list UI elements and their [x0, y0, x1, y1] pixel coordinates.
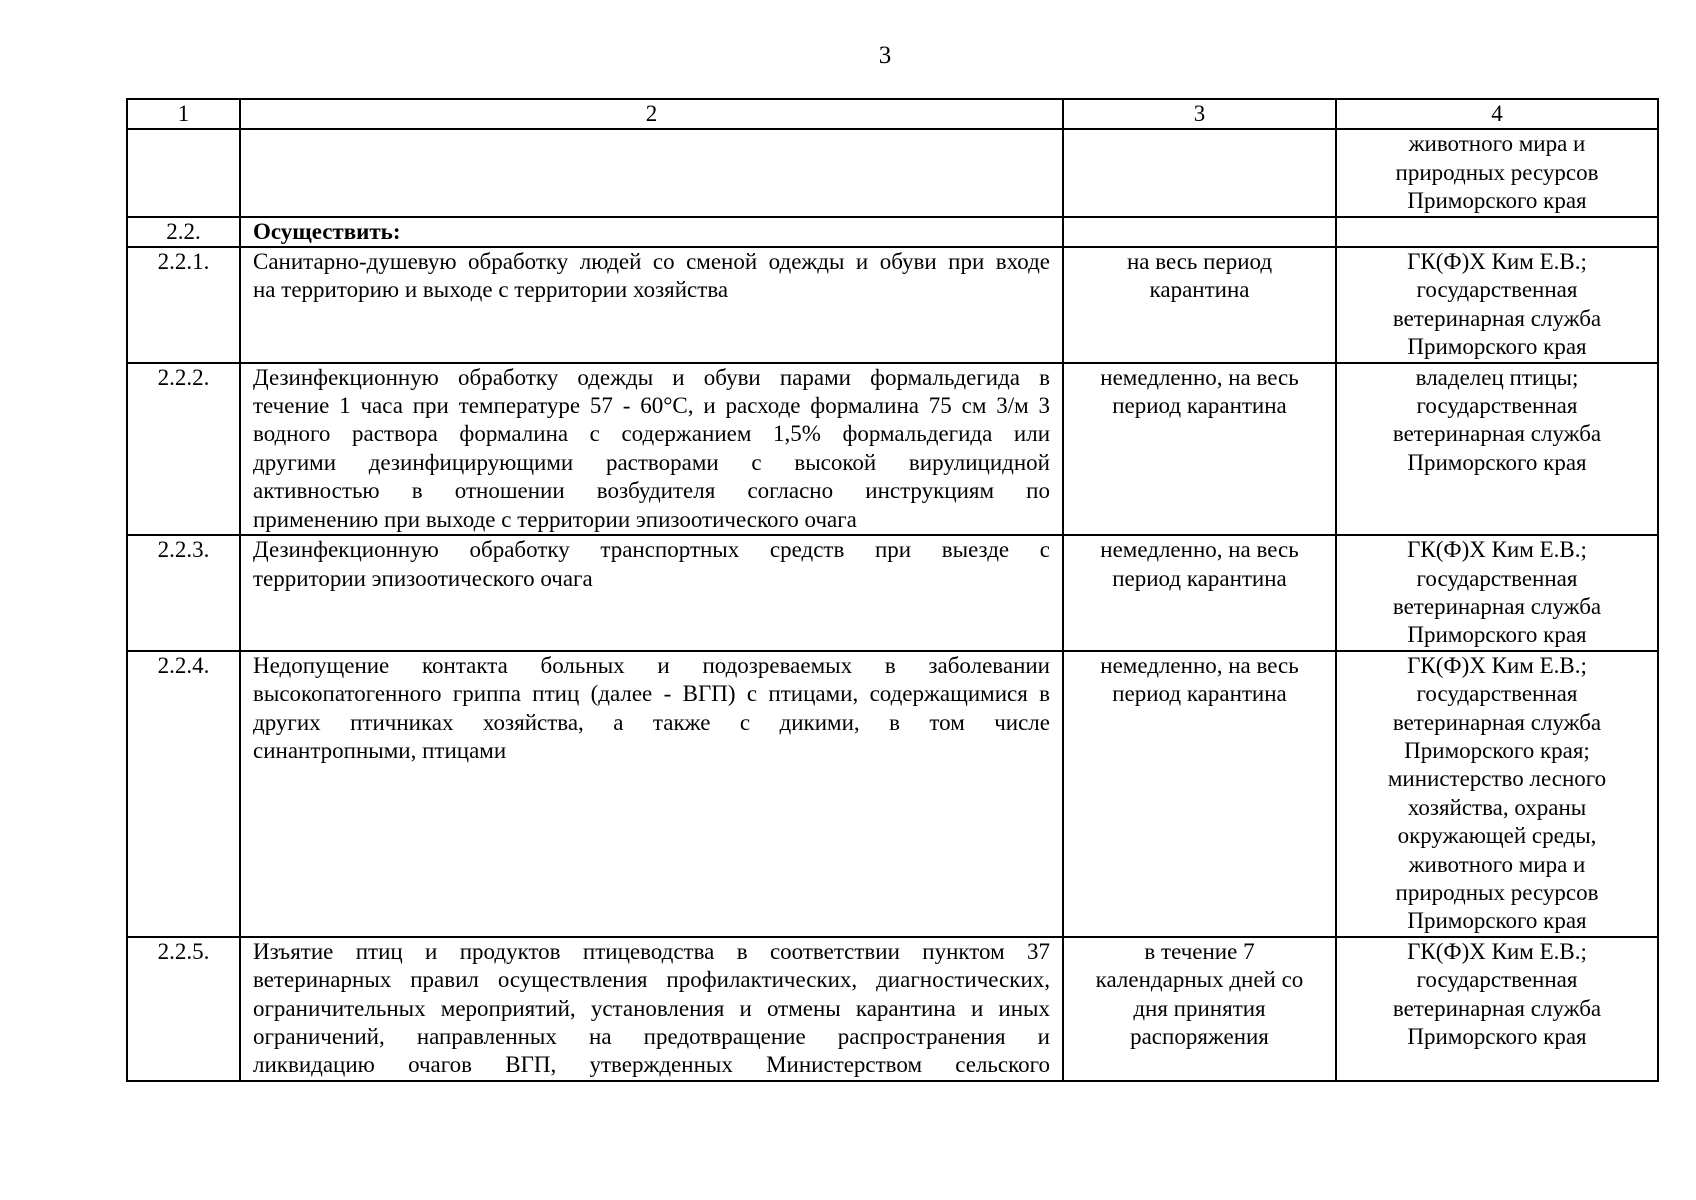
responsible-party-line: ГК(Ф)Х Ким Е.В.;: [1407, 938, 1587, 964]
measure-description-line: Недопущение контакта больных и подозреваемых в заболевании: [253, 652, 1050, 678]
responsible-party: [1336, 247, 1658, 363]
item-number: 2.2.5.: [127, 937, 240, 1081]
table-row: [127, 363, 1658, 535]
responsible-party-line: окружающей среды,: [1397, 823, 1597, 849]
measure-description-line: Санитарно-душевую обработку людей со сменой одежды и обуви при входе: [253, 249, 1050, 275]
table-row: [127, 129, 1658, 216]
responsible-party-line: ветеринарная служба: [1392, 305, 1602, 331]
measure-description: [240, 535, 1063, 651]
deadline-line: карантина: [1149, 277, 1250, 303]
responsible-party-line: владелец птицы;: [1415, 364, 1579, 390]
measure-description: [240, 937, 1063, 1081]
deadline-line: распоряжения: [1130, 1024, 1269, 1049]
responsible-party-line: министерство лесного: [1387, 766, 1607, 792]
deadline: [1063, 129, 1336, 216]
responsible-party-line: животного мира и: [1408, 851, 1586, 877]
measure-description: [240, 247, 1063, 363]
measure-description-line: на территорию и выходе с территории хозяйства: [253, 277, 729, 303]
measure-description-line: применению при выходе с территории эпизоотического очага: [253, 506, 857, 532]
column-header: 1: [127, 99, 240, 129]
responsible-party-line: государственная: [1416, 967, 1578, 993]
column-header: 3: [1063, 99, 1336, 129]
deadline-line: в течение 7: [1144, 938, 1255, 964]
measure-description-line: ликвидацию очагов ВГП, утвержденных Министерством сельского: [253, 1052, 1050, 1078]
responsible-party: [1336, 651, 1658, 937]
item-number: 2.2.1.: [127, 247, 240, 363]
measure-description-line: водного раствора формалина с содержанием 1,5% формальдегида или: [253, 421, 1050, 447]
responsible-party: [1336, 129, 1658, 216]
measure-description: [240, 363, 1063, 535]
deadline-line: немедленно, на весь: [1100, 364, 1299, 390]
deadline-line: немедленно, на весь: [1100, 537, 1299, 563]
responsible-party-line: ГК(Ф)Х Ким Е.В.;: [1407, 249, 1587, 275]
column-header: 2: [240, 99, 1063, 129]
page-number: 3: [878, 42, 892, 69]
table-row: [127, 651, 1658, 937]
responsible-party: [1336, 217, 1658, 247]
measure-description-line: территории эпизоотического очага: [253, 565, 593, 591]
measure-description-line: ограничений, направленных на предотвращение распространения и: [253, 1024, 1050, 1049]
measure-description-line: высокопатогенного гриппа птиц (далее - ВГП) с птицами, содержащимися в: [253, 681, 1050, 707]
deadline: [1063, 937, 1336, 1081]
item-number: 2.2.4.: [127, 651, 240, 937]
responsible-party-line: Приморского края: [1407, 188, 1587, 214]
responsible-party-line: Приморского края: [1407, 622, 1587, 648]
column-header: 4: [1336, 99, 1658, 129]
responsible-party-line: Приморского края;: [1404, 737, 1590, 763]
measure-description-line: активностью в отношении возбудителя согласно инструкциям по: [253, 478, 1050, 504]
item-number: 2.2.2.: [127, 363, 240, 535]
deadline-line: период карантина: [1112, 393, 1287, 419]
measure-description-line: другими дезинфицирующими растворами с высокой вирулицидной: [253, 449, 1050, 475]
deadline-line: период карантина: [1112, 681, 1287, 707]
table-header-row: [127, 99, 1658, 129]
responsible-party-line: природных ресурсов: [1395, 159, 1599, 185]
measure-description: [240, 217, 1063, 247]
responsible-party-line: хозяйства, охраны: [1407, 794, 1587, 820]
measure-description-line: Дезинфекционную обработку транспортных средств при выезде с: [253, 537, 1050, 563]
measure-description-line: ограничительных мероприятий, установления и отмены карантина и иных: [253, 995, 1050, 1021]
item-number: 2.2.3.: [127, 535, 240, 651]
table-row: [127, 247, 1658, 363]
responsible-party-line: государственная: [1416, 393, 1578, 419]
responsible-party-line: Приморского края: [1407, 334, 1587, 360]
measures-table: [126, 98, 1659, 1082]
measure-description-line: Изъятие птиц и продуктов птицеводства в соответствии пунктом 37: [253, 938, 1050, 964]
deadline-line: период карантина: [1112, 565, 1287, 591]
responsible-party-line: животного мира и: [1408, 131, 1586, 157]
responsible-party-line: ветеринарная служба: [1392, 709, 1602, 735]
table-row: [127, 217, 1658, 247]
responsible-party-line: ГК(Ф)Х Ким Е.В.;: [1407, 652, 1587, 678]
responsible-party-line: Приморского края: [1407, 908, 1587, 934]
responsible-party: [1336, 363, 1658, 535]
deadline: [1063, 535, 1336, 651]
deadline-line: календарных дней со: [1095, 967, 1304, 993]
responsible-party-line: Приморского края: [1407, 1024, 1587, 1049]
measure-description: [240, 129, 1063, 216]
deadline-line: дня принятия: [1133, 995, 1266, 1021]
responsible-party-line: ветеринарная служба: [1392, 593, 1602, 619]
deadline: [1063, 363, 1336, 535]
deadline-line: немедленно, на весь: [1100, 652, 1299, 678]
responsible-party-line: ГК(Ф)Х Ким Е.В.;: [1407, 537, 1587, 563]
measure-description: [240, 651, 1063, 937]
measure-description-line: синантропными, птицами: [253, 737, 507, 763]
deadline: [1063, 247, 1336, 363]
deadline: [1063, 217, 1336, 247]
responsible-party: [1336, 937, 1658, 1081]
responsible-party-line: ветеринарная служба: [1392, 995, 1602, 1021]
measure-description-line: Дезинфекционную обработку одежды и обуви парами формальдегида в: [253, 364, 1050, 390]
deadline: [1063, 651, 1336, 937]
deadline-line: на весь период: [1126, 249, 1273, 275]
item-number: [127, 129, 240, 216]
measure-description-line: Осуществить:: [253, 218, 401, 244]
table-row: [127, 937, 1658, 1081]
responsible-party-line: государственная: [1416, 681, 1578, 707]
responsible-party-line: Приморского края: [1407, 449, 1587, 475]
measure-description-line: других птичниках хозяйства, а также с дикими, в том числе: [253, 709, 1050, 735]
responsible-party-line: природных ресурсов: [1395, 879, 1599, 905]
measure-description-line: течение 1 часа при температуре 57 - 60°С, и расходе формалина 75 см 3/м 3: [253, 393, 1050, 419]
table-row: [127, 535, 1658, 651]
item-number: 2.2.: [127, 217, 240, 247]
measure-description-line: ветеринарных правил осуществления профилактических, диагностических,: [253, 967, 1050, 993]
responsible-party-line: государственная: [1416, 565, 1578, 591]
responsible-party-line: ветеринарная служба: [1392, 421, 1602, 447]
responsible-party: [1336, 535, 1658, 651]
responsible-party-line: государственная: [1416, 277, 1578, 303]
